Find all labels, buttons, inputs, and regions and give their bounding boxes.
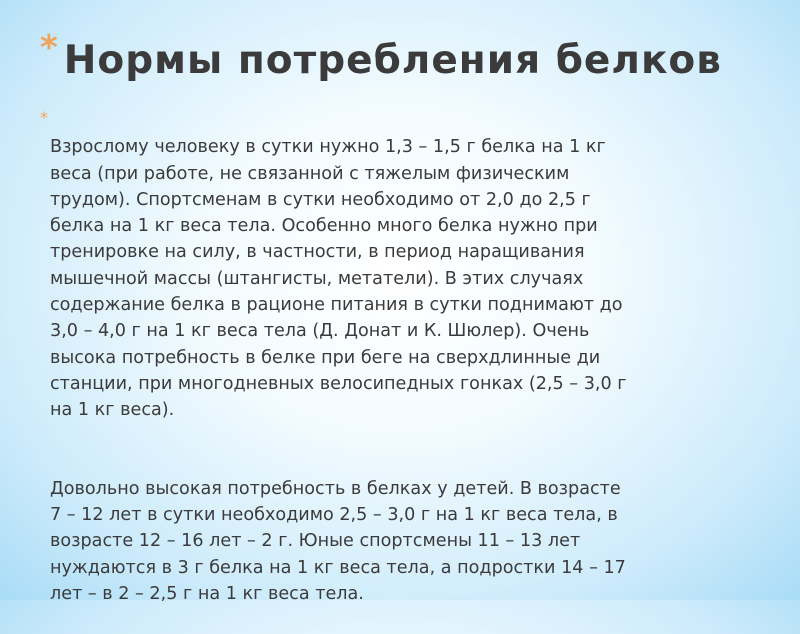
asterisk-bullet-icon: * [40, 108, 48, 127]
body-text [50, 108, 627, 634]
body-row [40, 108, 760, 634]
title-row [40, 28, 780, 94]
paragraph: Взрослому человеку в сутки нужно 1,3 – 1,5 г белка на 1 кг веса (при работе, не связанной с тяжелым физическим трудом). Спортсменам в сутки необходимо от 2,0 до 2,5 г белка на 1 кг веса тела. Особенно много белка нужно при тренировке на силу, в частности, в период наращивания мышечной массы (штангисты, метатели). В этих случаях содержание белка в рационе питания в сутки поднимают до 3,0 – 4,0 г на 1 кг веса тела (Д. Донат и К. Шюлер). Очень высока потребность в белке при беге на сверхдлинные ди станции, при многодневных велосипедных гонках (2,5 – 3,0 г на 1 кг веса). [50, 137, 627, 421]
slide-title: Нормы потребления белков [63, 38, 722, 83]
paragraph: Довольно высокая потребность в белках у детей. В возрасте 7 – 12 лет в сутки необходимо 2,5 – 3,0 г на 1 кг веса тела, в возрасте 12 – 16 лет – 2 г. Юные спортсмены 11 – 13 лет нуждаются в 3 г белка на 1 кг веса тела, а подростки 14 – 17 лет – в 2 – 2,5 г на 1 кг веса тела. [50, 478, 626, 605]
asterisk-bullet-icon: * [40, 28, 58, 68]
